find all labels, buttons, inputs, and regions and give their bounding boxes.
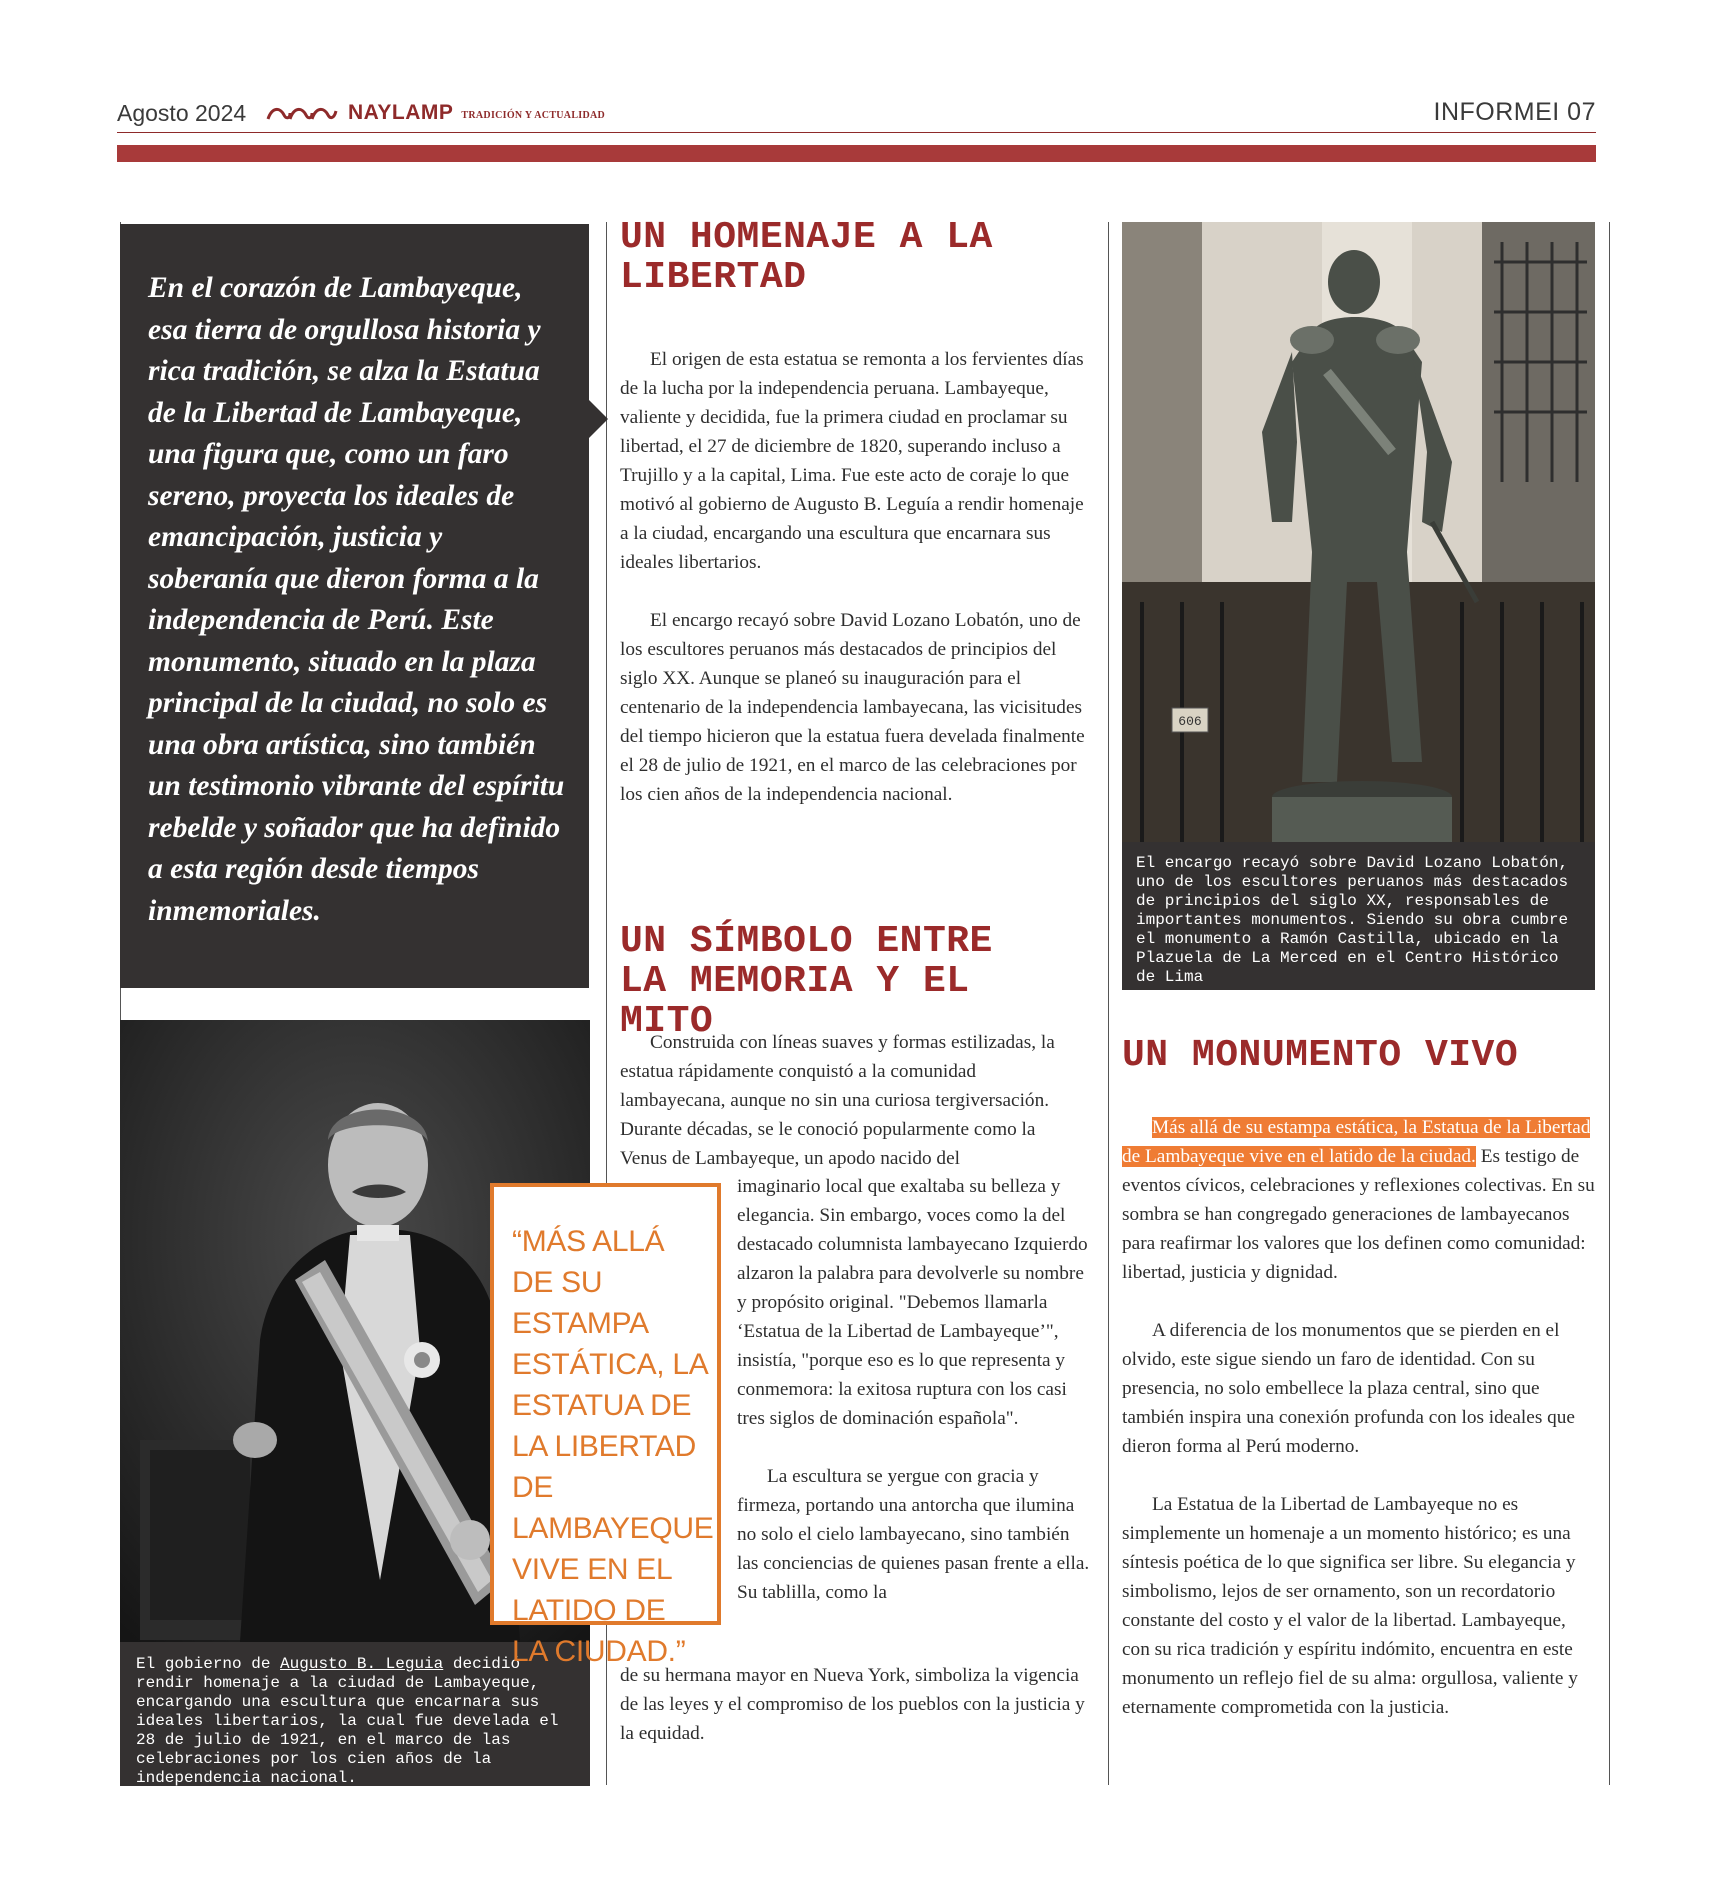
section2-body-top [620, 1028, 1086, 1173]
section1-paragraph-1: El origen de esta estatua se remonta a los fervientes días de la lucha por la independencia peruana. Lambayeque, valiente y decidida, fue la primera ciudad en proclamar su libertad, el 27 de diciembre de 1820, superando incluso a Trujillo y a la capital, Lima. Fue este acto de coraje lo que motivó al gobierno de Augusto B. Leguía a rendir homenaje a la ciudad, encargando una escultura que encarnara sus ideales libertarios. [620, 349, 1084, 573]
column-rule-2 [1108, 222, 1109, 1785]
section3-paragraph-2: A diferencia de los monumentos que se pierden en el olvido, este sigue siendo un faro de identidad. Con su presencia, no solo embellece la plaza central, sino que también inspira una conexión profunda con los ideales que dieron forma al Perú moderno. [1122, 1320, 1575, 1457]
section3-paragraph-1-rest: Es testigo de eventos cívicos, celebraciones y reflexiones colectivas. En su sombra se han congregado generaciones de lambayecanos para reafirmar los valores que los definen como comunidad: libertad, justicia y dignidad. [1122, 1146, 1595, 1283]
section1-title-wrap [620, 218, 1020, 298]
pull-quote-text: “MÁS ALLÁ DE SU ESTAMPA ESTÁTICA, LA ESTATUA DE LA LIBERTAD DE LAMBAYEQUE VIVE EN EL LATIDO DE LA CIUDAD.” [512, 1225, 714, 1668]
section2-paragraph-1-top: Construida con líneas suaves y formas estilizadas, la estatua rápidamente conquistó a la comunidad lambayecana, aunque no sin una curiosa tergiversación. Durante décadas, se le conoció popularmente como la Venus de Lambayeque, un apodo nacido del [620, 1032, 1055, 1169]
section2-paragraph-2-full: de su hermana mayor en Nueva York, simboliza la vigencia de las leyes y el compromiso de los pueblos con la justicia y la equidad. [620, 1665, 1085, 1744]
section1-paragraph-2: El encargo recayó sobre David Lozano Lobatón, uno de los escultores peruanos más destacados de principios del siglo XX. Aunque se planeó su inauguración para el centenario de la independencia lambayecana, las vicisitudes del tiempo hicieron que la estatua fuera develada finalmente el 28 de julio de 1921, en el marco de las celebraciones por los cien años de la independencia nacional. [620, 610, 1085, 805]
statue-caption-text: El encargo recayó sobre David Lozano Lobatón, uno de los escultores peruanos más destacados de principios del siglo XX, responsables de importantes monumentos. Siendo su obra cumbre el monumento a Ramón Castilla, ubicado en la Plazuela de La Merced en el Centro Histórico de Lima [1136, 854, 1569, 986]
portrait-caption-link[interactable]: Augusto B. Leguia [280, 1655, 444, 1673]
section3-title-wrap [1122, 1036, 1592, 1076]
section3-paragraph-3: La Estatua de la Libertad de Lambayeque no es simplemente un homenaje a un momento histórico; es una síntesis poética de lo que significa ser libre. Su elegancia y simbolismo, lejos de ser ornamento, son un recordatorio constante del costo y el valor de la libertad. Lambayeque, con su rica tradición y espíritu indómito, encuentra en este monumento un reflejo fiel de su alma: orgullosa, valiente y eternamente comprometida con la justicia. [1122, 1494, 1578, 1718]
section-page-label: INFORMEI 07 [1433, 98, 1596, 126]
section2-title: UN SÍMBOLO ENTRE LA MEMORIA Y EL MITO [620, 920, 993, 1043]
statue-photo [1122, 222, 1595, 842]
brand-name: NAYLAMP [348, 101, 454, 124]
intro-pointer [589, 400, 608, 438]
header-band [117, 145, 1596, 162]
section2-body-wrap [737, 1172, 1092, 1607]
portrait-caption-after: decidió rendir homenaje a la ciudad de Lambayeque, encargando una escultura que encarnara sus ideales libertarios, la cual fue develada el 28 de julio de 1921, en el marco de las celebraciones por los cien años de la independencia nacional. [136, 1655, 559, 1787]
pull-quote [490, 1183, 721, 1668]
portrait-caption-before: El gobierno de [136, 1655, 281, 1673]
statue-caption [1122, 842, 1595, 990]
section1-body [620, 345, 1086, 809]
section1-title: UN HOMENAJE A LA LIBERTAD [620, 216, 993, 299]
castilla-statue-icon [1122, 222, 1595, 842]
statue-plaque-number: 606 [1178, 714, 1202, 729]
naylamp-wave-logo-icon [266, 103, 340, 123]
issue-date: Agosto 2024 [117, 100, 247, 126]
section3-title: UN MONUMENTO VIVO [1122, 1034, 1519, 1077]
masthead-logo [266, 101, 605, 125]
section2-body-bottom [620, 1661, 1086, 1748]
section3-highlight: Más allá de su estampa estática, la Estatua de la Libertad de Lambayeque vive en el latido de la ciudad. [1122, 1117, 1591, 1167]
column-rule-right [1609, 222, 1610, 1785]
section2-paragraph-2-wrap: La escultura se yergue con gracia y firmeza, portando una antorcha que ilumina no solo el cielo lambayecano, sino también las conciencias de quienes pasan frente a ella. Su tablilla, como la [737, 1466, 1090, 1603]
intro-text: En el corazón de Lambayeque, esa tierra de orgullosa historia y rica tradición, se alza la Estatua de la Libertad de Lambayeque, una figura que, como un faro sereno, proyecta los ideales de emancipación, justicia y soberanía que dieron forma a la independencia de Perú. Este monumento, situado en la plaza principal de la ciudad, no solo es una obra artística, sino también un testimonio vibrante del espíritu rebelde y soñador que ha definido a esta región desde tiempos inmemoriales. [148, 272, 565, 927]
intro-box [120, 224, 589, 988]
section3-paragraph-1 [1122, 1113, 1596, 1287]
header-rule [117, 132, 1596, 133]
brand-tagline: TRADICIÓN Y ACTUALIDAD [461, 109, 606, 121]
section2-paragraph-1-wrap: imaginario local que exaltaba su belleza y elegancia. Sin embargo, voces como la del destacado columnista lambayecano Izquierdo alzaron la palabra para devolverle su nombre y propósito original. "Debemos llamarla ‘Estatua de la Libertad de Lambayeque’", insistía, "porque eso es lo que representa y conmemora: la exitosa ruptura con los casi tres siglos de dominación española". [737, 1176, 1088, 1429]
section3-body [1122, 1113, 1596, 1722]
section2-title-wrap [620, 922, 1060, 1042]
